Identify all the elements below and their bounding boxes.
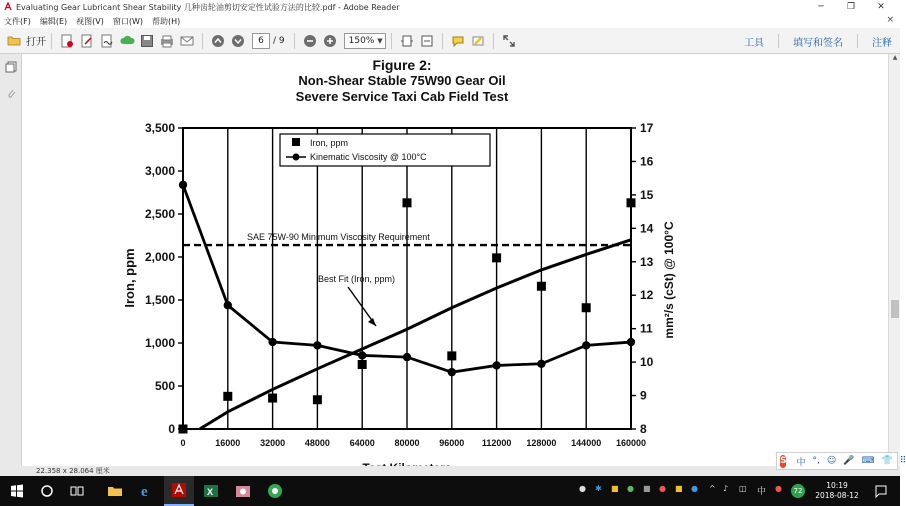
y-right-tick-label: 14 — [640, 221, 654, 236]
iron-point — [179, 425, 188, 434]
toolbar-separator — [857, 34, 858, 48]
iron-point — [223, 392, 232, 401]
sogou-ime-logo[interactable]: S — [780, 456, 787, 466]
viscosity-point — [313, 341, 321, 349]
navigation-pane — [0, 54, 22, 466]
tray-app-icon-8[interactable]: ● — [775, 484, 782, 493]
page-thumbnails-icon[interactable] — [4, 60, 18, 74]
save-icon[interactable] — [139, 33, 155, 49]
iron-point — [627, 198, 636, 207]
y-left-tick-label: 2,500 — [144, 207, 175, 221]
viscosity-point — [582, 341, 590, 349]
tray-app-icon-4[interactable]: ■ — [643, 484, 651, 493]
iron-point — [492, 253, 501, 262]
iron-point — [268, 394, 277, 403]
next-page-icon[interactable] — [230, 33, 246, 49]
minimize-button[interactable]: ─ — [818, 2, 824, 12]
previous-page-icon[interactable] — [210, 33, 226, 49]
tray-app-icon-6[interactable]: ■ — [675, 484, 683, 493]
y-right-tick-label: 10 — [640, 355, 654, 370]
network-icon[interactable]: ◫ — [739, 484, 747, 493]
zoom-select[interactable] — [344, 33, 386, 49]
y-right-tick-label: 11 — [640, 321, 653, 336]
scroll-up-arrow[interactable]: ▲ — [892, 54, 898, 61]
windows-taskbar — [0, 476, 900, 506]
cortana-button[interactable] — [32, 476, 62, 506]
page-size-readout: 22.358 x 28.064 厘米 — [36, 467, 110, 475]
toolbar-separator — [442, 33, 443, 49]
fit-width-icon[interactable] — [419, 33, 435, 49]
svg-text:X: X — [207, 487, 214, 497]
menu-help[interactable]: 帮助(H) — [152, 16, 181, 26]
zoom-value: 150% — [348, 35, 375, 46]
viscosity-point — [448, 368, 456, 376]
notification-badge[interactable]: 72 — [791, 484, 805, 498]
viscosity-point — [627, 338, 635, 346]
show-hidden-icons[interactable]: ^ — [709, 484, 716, 493]
right-axis — [631, 121, 654, 436]
y-left-tick-label: 500 — [154, 379, 175, 393]
x-tick-label: 160000 — [615, 438, 647, 448]
x-tick-label: 64000 — [349, 438, 375, 448]
highlight-icon[interactable] — [470, 33, 486, 49]
iron-point — [447, 351, 456, 360]
zoom-out-icon[interactable] — [302, 33, 318, 49]
chart-subtitle-1: Non-Shear Stable 75W90 Gear Oil — [298, 73, 506, 88]
x-tick-label: 48000 — [304, 438, 330, 448]
y-right-tick-label: 15 — [640, 187, 654, 202]
chart-title: Figure 2: — [372, 57, 432, 73]
x-axis — [180, 438, 646, 448]
photo-viewer-icon — [235, 483, 251, 499]
action-center-button[interactable] — [866, 476, 896, 506]
viscosity-point — [537, 360, 545, 368]
viscosity-point — [403, 353, 411, 361]
taskbar-file-explorer[interactable] — [100, 476, 130, 506]
toolbar-separator — [391, 33, 392, 49]
windows-icon — [10, 484, 24, 498]
y-right-tick-label: 16 — [640, 154, 654, 169]
best-fit-label: Best Fit (Iron, ppm) — [318, 274, 396, 284]
x-tick-label: 112000 — [481, 438, 512, 448]
system-clock[interactable] — [812, 481, 862, 501]
print-icon[interactable] — [159, 33, 175, 49]
tray-app-icon-2[interactable]: ■ — [611, 484, 619, 493]
clock-time: 10:19 — [826, 481, 848, 490]
email-icon[interactable] — [179, 33, 195, 49]
sae-minimum-viscosity-label: SAE 75W-90 Minimum Viscosity Requirement — [247, 232, 430, 243]
y-right-tick-label: 17 — [640, 121, 654, 135]
toolbar — [0, 28, 900, 54]
svg-text:e: e — [141, 484, 148, 500]
close-button[interactable]: ✕ — [877, 2, 885, 12]
viscosity-point — [268, 338, 276, 346]
document-viewport[interactable] — [22, 54, 888, 466]
clock-date: 2018-08-12 — [815, 491, 859, 500]
ime-voice-icon[interactable]: 🎤 — [843, 456, 855, 466]
vertical-scrollbar[interactable] — [888, 54, 900, 466]
excel-icon — [203, 483, 219, 499]
circle-search-icon — [40, 484, 54, 498]
y-right-tick-label: 9 — [640, 388, 647, 403]
x-tick-label: 0 — [180, 438, 186, 448]
cloud-upload-icon[interactable] — [119, 33, 135, 49]
pdf-page — [22, 54, 888, 466]
y-left-tick-label: 1,000 — [144, 336, 175, 350]
taskbar-internet-explorer[interactable] — [132, 476, 162, 506]
create-pdf-icon[interactable] — [59, 33, 75, 49]
folder-icon — [107, 484, 123, 498]
viscosity-point — [358, 351, 366, 359]
iron-point — [313, 395, 322, 404]
internet-explorer-icon — [139, 483, 155, 499]
maximize-button[interactable]: ❐ — [846, 2, 856, 12]
open-folder-icon[interactable] — [6, 33, 22, 49]
iron-point — [358, 360, 367, 369]
adobe-reader-icon — [3, 2, 13, 12]
y-left-tick-label: 0 — [168, 422, 175, 436]
y-left-tick-label: 3,500 — [144, 121, 175, 135]
viscosity-point — [179, 181, 187, 189]
taskbar-adobe-reader[interactable] — [164, 476, 194, 506]
comment-icon[interactable] — [450, 33, 466, 49]
viscosity-point — [492, 361, 500, 369]
legend-viscosity-marker — [293, 154, 300, 161]
attachments-icon[interactable] — [4, 86, 18, 100]
volume-icon[interactable]: ♪ — [723, 484, 729, 493]
green-browser-icon — [267, 483, 283, 499]
ime-toolbox-icon[interactable]: ⠿ — [899, 456, 906, 466]
x-tick-label: 16000 — [215, 438, 241, 448]
menu-file[interactable]: 文件(F) — [4, 16, 31, 26]
figure-2-chart — [22, 54, 888, 466]
y-left-axis-label: Iron, ppm — [122, 248, 137, 308]
iron-point — [403, 198, 412, 207]
expand-icon[interactable] — [501, 33, 517, 49]
comment-link[interactable]: 注释 — [872, 37, 892, 49]
y-right-axis-label: mm²/s (cSt) @ 100°C — [662, 221, 676, 339]
ime-chinese-mode[interactable]: 中 — [796, 457, 806, 468]
sign-document-icon[interactable] — [99, 33, 115, 49]
right-panel-links — [730, 28, 892, 54]
notification-icon — [874, 484, 888, 498]
chart-subtitle-2: Severe Service Taxi Cab Field Test — [295, 89, 509, 104]
legend-iron-marker — [292, 138, 300, 146]
start-button[interactable] — [2, 476, 32, 506]
toolbar-separator — [51, 33, 52, 49]
chevron-down-icon: ▼ — [377, 36, 383, 45]
menu-view[interactable]: 视图(V) — [76, 16, 104, 26]
zoom-in-icon[interactable] — [322, 33, 338, 49]
legend-viscosity-label: Kinematic Viscosity @ 100°C — [310, 152, 427, 162]
edit-pdf-icon[interactable] — [79, 33, 95, 49]
tools-link[interactable]: 工具 — [744, 37, 764, 49]
adobe-reader-icon — [171, 482, 187, 498]
title-bar — [0, 0, 900, 14]
ime-punctuation[interactable]: °, — [812, 456, 820, 466]
page-total: / 9 — [273, 35, 285, 46]
ime-skin-icon[interactable]: 👕 — [881, 456, 893, 466]
window-title: Evaluating Gear Lubricant Shear Stability 几种齿轮油剪切安定性试验方法的比较.pdf - Adobe Reader — [16, 2, 400, 12]
task-view-button[interactable] — [62, 476, 92, 506]
bluetooth-icon[interactable]: ✱ — [595, 484, 602, 493]
open-button-label[interactable]: 打开 — [26, 37, 46, 48]
left-axis — [145, 121, 183, 436]
tray-app-icon-1[interactable]: ● — [579, 484, 586, 493]
menu-edit[interactable]: 编辑(E) — [39, 16, 68, 26]
y-right-tick-label: 12 — [640, 288, 654, 303]
x-tick-label: 32000 — [260, 438, 286, 448]
x-tick-label: 144000 — [571, 438, 602, 448]
input-language-indicator[interactable]: 中 — [757, 487, 767, 497]
best-fit-arrowhead — [368, 318, 376, 326]
fill-sign-link[interactable]: 填写和签名 — [793, 37, 843, 49]
viscosity-point — [224, 301, 232, 309]
y-left-tick-label: 1,500 — [144, 293, 175, 307]
taskbar-360-browser[interactable] — [260, 476, 290, 506]
tray-app-icon-5[interactable]: ● — [659, 484, 666, 493]
ime-toolbar — [776, 452, 906, 470]
fit-page-icon[interactable] — [399, 33, 415, 49]
document-close-button[interactable]: × — [886, 15, 894, 25]
page-number-input[interactable]: 6 — [252, 33, 270, 49]
y-right-tick-label: 8 — [640, 422, 647, 436]
menu-bar — [0, 14, 900, 28]
x-tick-label: 80000 — [394, 438, 420, 448]
ime-keyboard-icon[interactable]: ⌨ — [861, 456, 875, 466]
iron-point — [582, 303, 591, 312]
taskbar-photos[interactable] — [228, 476, 258, 506]
y-left-tick-label: 2,000 — [144, 250, 175, 264]
legend-iron-label: Iron, ppm — [310, 138, 349, 148]
scrollbar-thumb[interactable] — [891, 300, 899, 318]
menu-window[interactable]: 窗口(W) — [112, 16, 144, 26]
tray-app-icon-3[interactable]: ● — [627, 484, 634, 493]
iron-point — [537, 282, 546, 291]
toolbar-separator — [778, 34, 779, 48]
x-tick-label: 96000 — [439, 438, 465, 448]
taskbar-excel[interactable] — [196, 476, 226, 506]
y-right-tick-label: 13 — [640, 254, 654, 269]
ime-emoji-icon[interactable]: ☺ — [826, 456, 837, 466]
toolbar-separator — [202, 33, 203, 49]
toolbar-separator — [294, 33, 295, 49]
tray-app-icon-7[interactable]: ● — [691, 484, 698, 493]
status-bar — [0, 466, 900, 476]
y-left-tick-label: 3,000 — [144, 164, 175, 178]
toolbar-separator — [493, 33, 494, 49]
x-tick-label: 128000 — [526, 438, 557, 448]
task-view-icon — [70, 484, 84, 498]
